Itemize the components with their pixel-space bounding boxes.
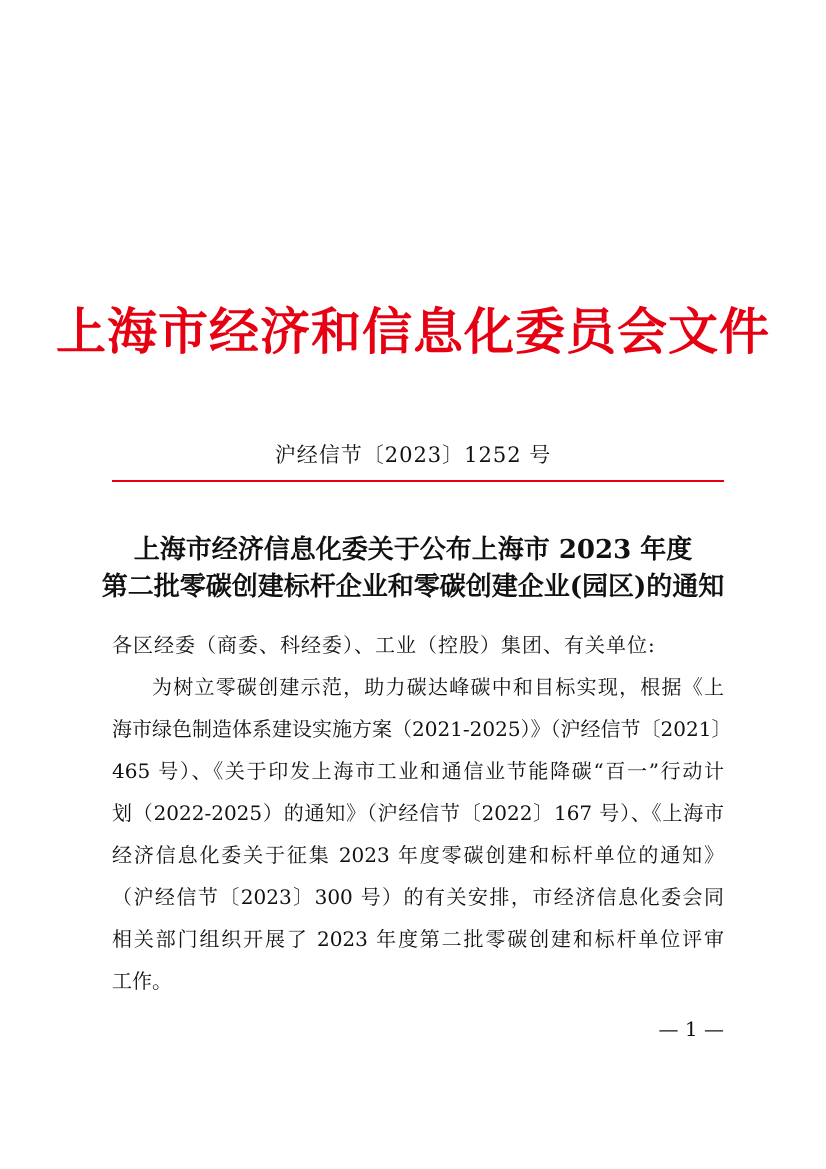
body-paragraph-line: 相关部门组织开展了 2023 年度第二批零碳创建和标杆单位评审 [112, 927, 724, 951]
notice-title-line-1: 上海市经济信息化委关于公布上海市 2023 年度 [133, 535, 693, 565]
document-number: 沪经信节〔2023〕1252 号 [274, 443, 552, 467]
body-paragraph-line: 为树立零碳创建示范，助力碳达峰碳中和目标实现，根据《上 [152, 675, 724, 699]
issuing-authority-title: 上海市经济和信息化委员会文件 [56, 302, 770, 361]
notice-title-line-2: 第二批零碳创建标杆企业和零碳创建企业(园区)的通知 [101, 572, 725, 602]
body-paragraph-line: 465 号）、《关于印发上海市工业和通信业节能降碳“百一”行动计 [112, 759, 724, 783]
page-number: — 1 — [658, 1017, 724, 1041]
red-divider-line [112, 480, 724, 482]
body-paragraph-line: 经济信息化委关于征集 2023 年度零碳创建和标杆单位的通知》 [112, 843, 724, 867]
body-paragraph-line: 划（2022-2025）的通知》（沪经信节〔2022〕167 号）、《上海市 [112, 801, 724, 825]
salutation: 各区经委（商委、科经委）、工业（控股）集团、有关单位: [112, 633, 656, 657]
body-paragraph-line: 海市绿色制造体系建设实施方案（2021-2025）》（沪经信节〔2021〕 [112, 717, 732, 741]
body-paragraph-line: （沪经信节〔2023〕300 号）的有关安排，市经济信息化委会同 [112, 885, 724, 909]
body-paragraph-line: 工作。 [112, 969, 172, 993]
